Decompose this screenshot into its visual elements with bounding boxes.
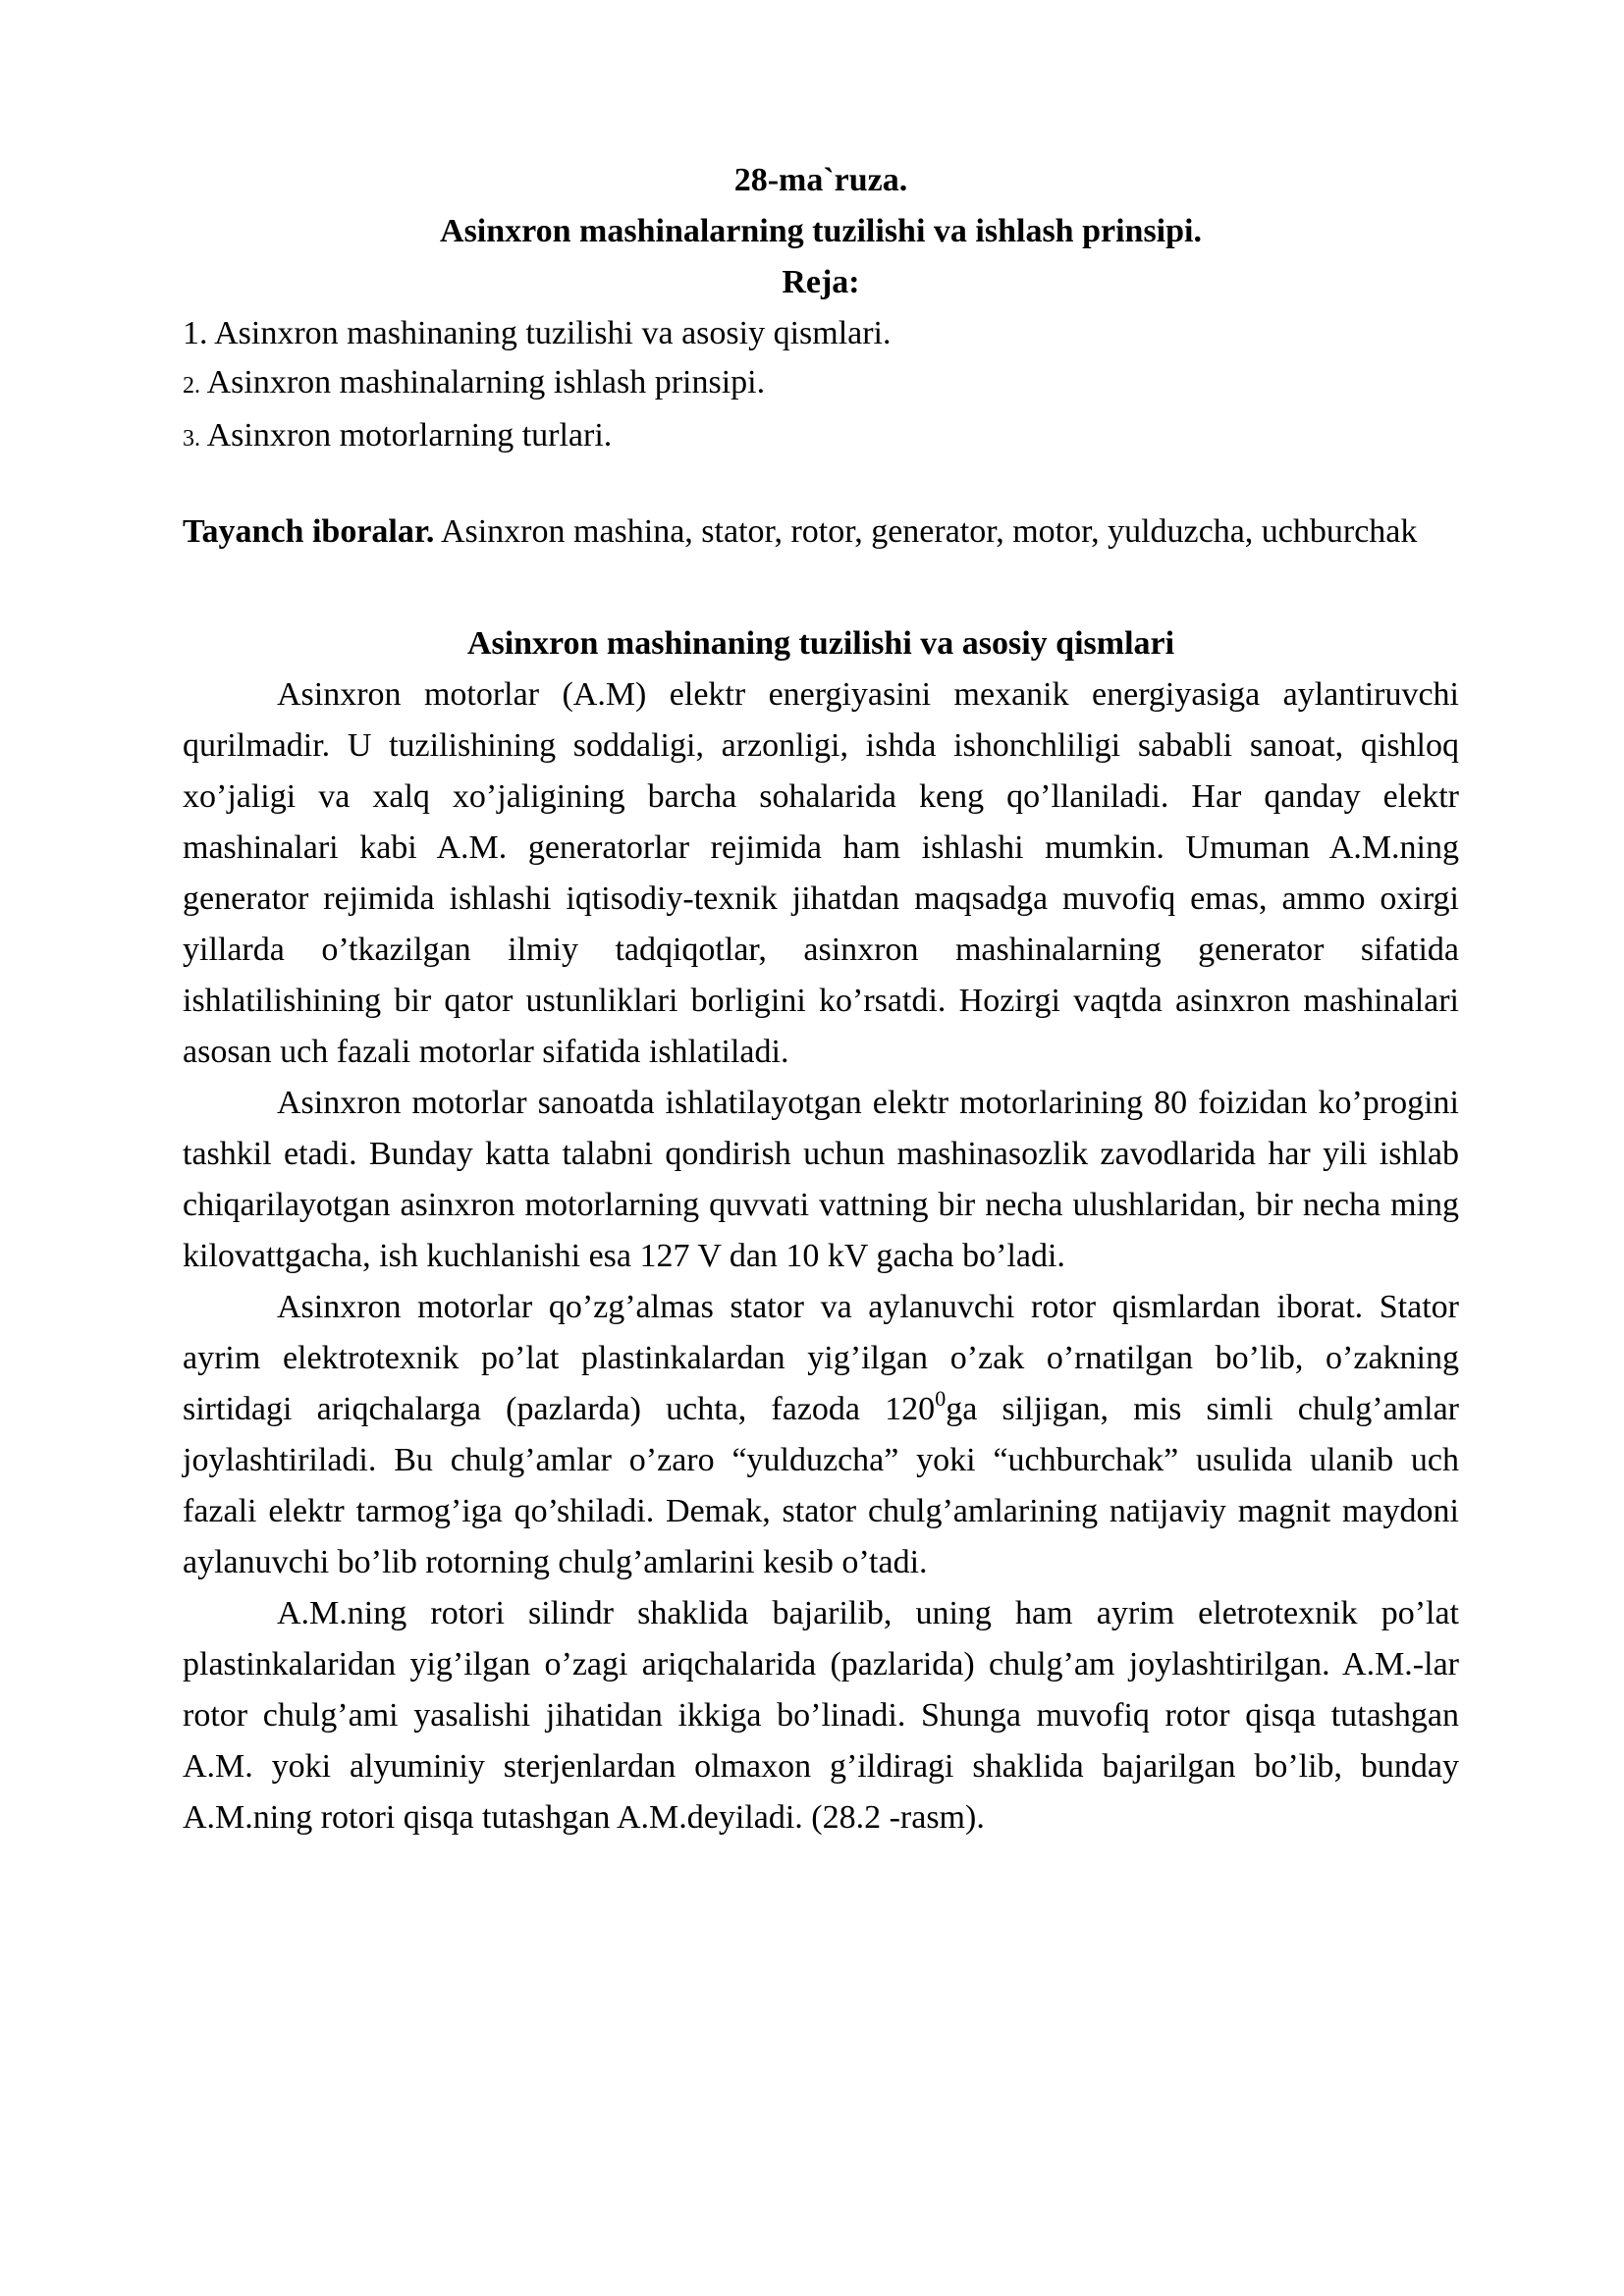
paragraph-text: Asinxron motorlar qo’zg’almas stator va aylanuvchi rotor qismlardan iborat. Stator ayrim elektrotexnik po’lat plastinkalardan yig’ilgan o’zak o’rnatilgan bo’lib, o’zakning sirtidagi ariqchalarga (pazlarda) uchta, fazoda 120 bbox=[183, 1289, 1459, 1427]
plan-list bbox=[183, 308, 1459, 465]
plan-item-number: 1. bbox=[183, 315, 208, 351]
paragraph: Asinxron motorlar (A.M) elektr energiyasini mexanik energiyasiga aylantiruvchi qurilmadir. U tuzilishining soddaligi, arzonligi, ishda ishonchliligi sababli sanoat, qishloq xo’jaligi va xalq xo’jaligining barcha sohalarida keng qo’llaniladi. Har qanday elektr mashinalari kabi A.M. generatorlar rejimida ham ishlashi mumkin. Umuman A.M.ning generator rejimida ishlashi iqtisodiy-texnik jihatdan maqsadga muvofiq emas, ammo oxirgi yillarda o’tkazilgan ilmiy tadqiqotlar, asinxron mashinalarning generator sifatida ishlatilishining bir qator ustunliklari borligini ko’rsatdi. Hozirgi vaqtda asinxron mashinalari asosan uch fazali motorlar sifatida ishlatiladi. bbox=[183, 676, 1459, 1070]
lecture-number: 28-ma`ruza. bbox=[733, 162, 908, 198]
paragraph-text: ga siljigan, mis simli chulg’amlar joylashtiriladi. Bu chulg’amlar o’zaro “yulduzcha” yoki “uchburchak” usulida ulanib uch fazali elektr tarmog’iga qo’shiladi. Demak, stator chulg’amlarining natijaviy magnit maydoni aylanuvchi bo’lib rotorning chulg’amlarini kesib o’tadi. bbox=[183, 1391, 1459, 1580]
plan-item-number: 3. bbox=[183, 426, 200, 452]
keywords-text: Asinxron mashina, stator, rotor, generator, motor, yulduzcha, uchburchak bbox=[434, 513, 1418, 550]
plan-item-number: 2. bbox=[183, 373, 200, 399]
plan-item bbox=[183, 409, 1459, 465]
degree-superscript: 0 bbox=[935, 1386, 947, 1411]
plan-item-text: Asinxron mashinalarning ishlash prinsipi. bbox=[206, 364, 766, 400]
plan-item bbox=[183, 308, 1459, 359]
paragraph: Asinxron motorlar sanoatda ishlatilayotgan elektr motorlarining 80 foizidan ko’progini tashkil etadi. Bunday katta talabni qondirish uchun mashinasozlik zavodlarida har yili ishlab chiqarilayotgan asinxron motorlarning quvvati vattning bir necha ulushlaridan, bir necha ming kilovattgacha, ish kuchlanishi esa 127 V dan 10 kV gacha bo’ladi. bbox=[183, 1085, 1459, 1274]
plan-item-text: Asinxron mashinaning tuzilishi va asosiy qismlari. bbox=[214, 315, 892, 351]
keywords bbox=[183, 507, 1459, 558]
paragraph: A.M.ning rotori silindr shaklida bajarilib, uning ham ayrim eletrotexnik po’lat plastinkalaridan yig’ilgan o’zagi ariqchalarida (pazlarida) chulg’am joylashtirilgan. A.M.-lar rotor chulg’ami yasalishi jihatidan ikkiga bo’linadi. Shunga muvofiq rotor qisqa tutashgan A.M. yoki alyuminiy sterjenlardan olmaxon g’ildiragi shaklida bajarilgan bo’lib, bunday A.M.ning rotori qisqa tutashgan A.M.deyiladi. (28.2 -rasm). bbox=[183, 1595, 1459, 1836]
paragraph bbox=[183, 1282, 1459, 1588]
plan-item-text: Asinxron motorlarning turlari. bbox=[206, 417, 613, 454]
document-page bbox=[183, 155, 1459, 1843]
section-title: Asinxron mashinaning tuzilishi va asosiy qismlari bbox=[466, 625, 1175, 662]
plan-item bbox=[183, 359, 1459, 409]
keywords-label: Tayanch iboralar. bbox=[183, 513, 435, 550]
plan-heading: Reja: bbox=[782, 264, 860, 300]
lecture-title: Asinxron mashinalarning tuzilishi va ishlash prinsipi. bbox=[440, 213, 1202, 249]
